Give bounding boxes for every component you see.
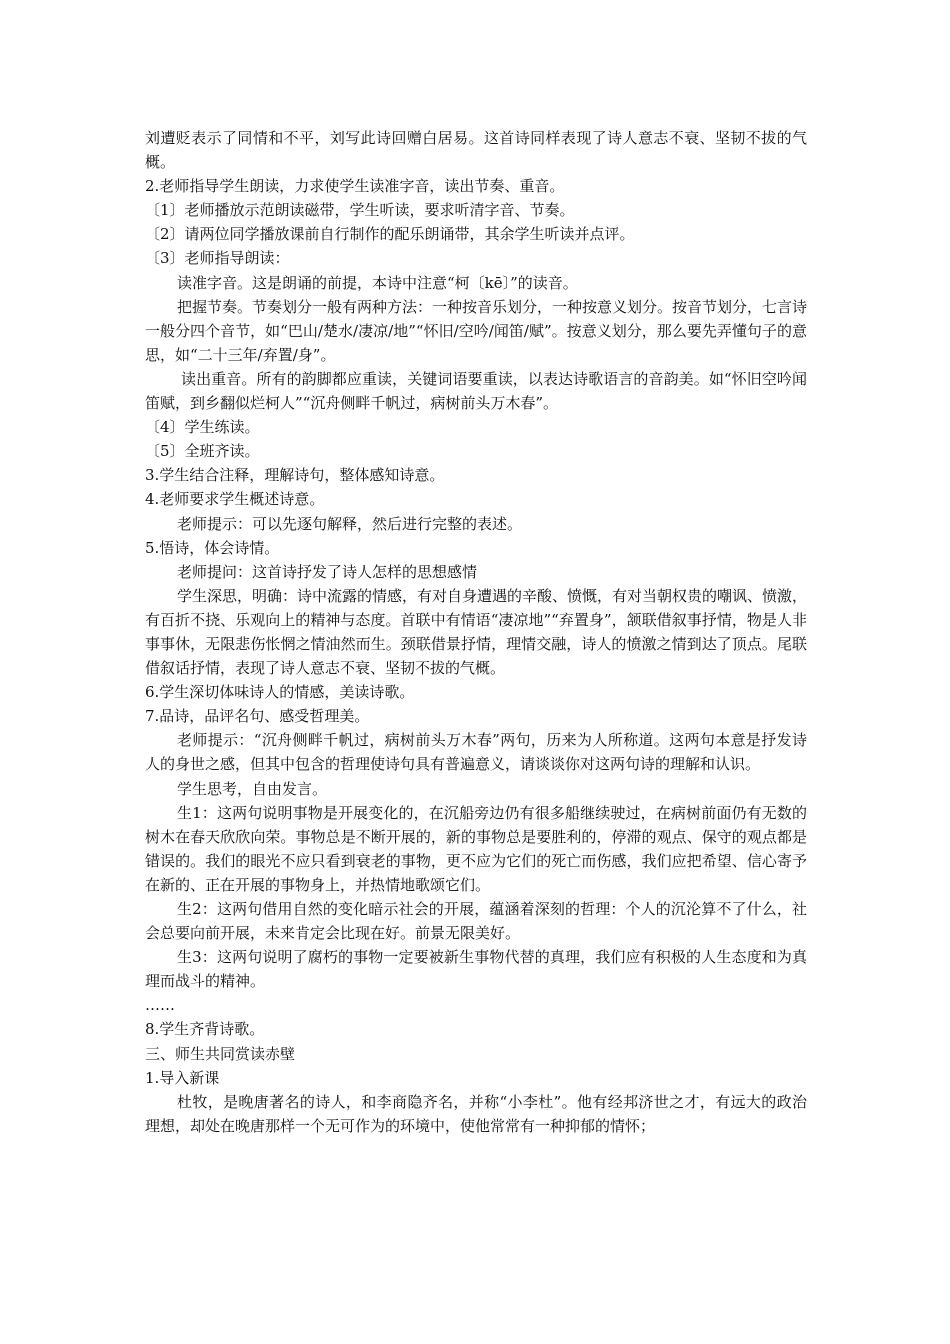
- paragraph: 8.学生齐背诗歌。: [145, 1020, 265, 1039]
- paragraph: 把握节奏。节奏划分一般有两种方法：一种按音乐划分，一种按意义划分。按音节划分，七言诗一般分四个音节，如“巴山/楚水/凄凉/地”“怀旧/空吟/闻笛/赋”。按意义划分，那么要先弄懂句子的意思，如“二十三年/弃置/身”。: [145, 297, 808, 364]
- paragraph: 读出重音。所有的韵脚都应重读，关键词语要重读，以表达诗歌语言的音韵美。如“怀旧空吟闻笛赋，到乡翻似烂柯人”“沉舟侧畔千帆过，病树前头万木春”。: [145, 369, 807, 413]
- paragraph: 〔2〕请两位同学播放课前自行制作的配乐朗诵带，其余学生听读并点评。: [145, 225, 635, 244]
- paragraph: 4.老师要求学生概述诗意。: [145, 490, 325, 509]
- paragraph: 生2：这两句借用自然的变化暗示社会的开展，蕴涵着深刻的哲理：个人的沉沦算不了什么，社会总要向前开展，未来肯定会比现在好。前景无限美好。: [145, 900, 807, 943]
- paragraph: 3.学生结合注释，理解诗句，整体感知诗意。: [145, 466, 445, 485]
- paragraph: 5.悟诗，体会诗情。: [145, 538, 280, 557]
- document-body: [145, 126, 807, 1138]
- paragraph: 三、师生共同赏读赤壁: [145, 1044, 296, 1063]
- paragraph: 刘遭贬表示了同情和不平，刘写此诗回赠白居易。这首诗同样表现了诗人意志不衰、坚韧不拔的气概。: [145, 129, 807, 172]
- paragraph: 7.品诗，品评名句、感受哲理美。: [145, 707, 370, 726]
- paragraph: 2.老师指导学生朗读，力求使学生读准字音，读出节奏、重音。: [145, 177, 565, 196]
- paragraph: 老师提示：“沉舟侧畔千帆过，病树前头万木春”两句，历来为人所称道。这两句本意是抒发诗人的身世之感，但其中包含的哲理使诗句具有普遍意义，请谈谈你对这两句诗的理解和认识。: [145, 731, 807, 774]
- paragraph: 学生深思，明确：诗中流露的情感，有对自身遭遇的辛酸、愤慨，有对当朝权贵的嘲讽、愤激，有百折不挠、乐观向上的精神与态度。首联中有情语“凄凉地”“弃置身”，颔联借叙事抒情，物是人非事事休，无限悲伤怅惘之情油然而生。颈联借景抒情，理情交融，诗人的愤激之情到达了顶点。尾联借叙话抒情，表现了诗人意志不衰、坚韧不拔的气概。: [145, 586, 808, 678]
- paragraph: 杜牧，是晚唐著名的诗人，和李商隐齐名，并称“小李杜”。他有经邦济世之才，有远大的政治理想，却处在晚唐那样一个无可作为的环境中，使他常常有一种抑郁的情怀；: [145, 1092, 807, 1135]
- paragraph: 老师提问：这首诗抒发了诗人怎样的思想感情: [177, 562, 478, 581]
- paragraph: 老师提示：可以先逐句解释，然后进行完整的表述。: [177, 514, 523, 533]
- paragraph: ……: [145, 996, 175, 1015]
- paragraph: 学生思考，自由发言。: [177, 779, 328, 798]
- paragraph: 〔1〕老师播放示范朗读磁带，学生听读，要求听清字音、节奏。: [145, 201, 575, 220]
- paragraph: 〔4〕学生练读。: [145, 418, 260, 437]
- paragraph: 读准字音。这是朗诵的前提，本诗中注意“柯〔kē〕”的读音。: [177, 273, 578, 292]
- paragraph: 6.学生深切体味诗人的情感，美读诗歌。: [145, 683, 415, 702]
- paragraph: 生1：这两句说明事物是开展变化的，在沉船旁边仍有很多船继续驶过，在病树前面仍有无数的树木在春天欣欣向荣。事物总是不断开展的，新的事物总是要胜利的，停滞的观点、保守的观点都是错误的。我们的眼光不应只看到衰老的事物，更不应为它们的死亡而伤感，我们应把希望、信心寄予在新的、正在开展的事物身上，并热情地歌颂它们。: [145, 803, 807, 894]
- paragraph: 1.导入新课: [145, 1068, 220, 1087]
- paragraph: 〔5〕全班齐读。: [145, 442, 260, 461]
- paragraph: 生3：这两句说明了腐朽的事物一定要被新生事物代替的真理，我们应有积极的人生态度和为真理而战斗的精神。: [145, 948, 807, 991]
- paragraph: 〔3〕老师指导朗读：: [145, 249, 290, 268]
